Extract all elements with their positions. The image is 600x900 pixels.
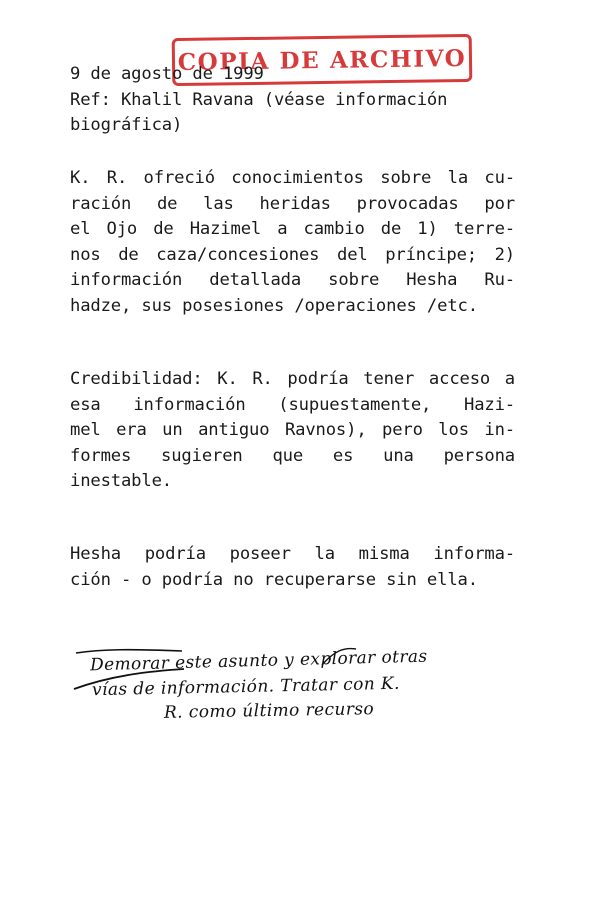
paragraph-line: nos de caza/concesiones del príncipe; 2) (70, 244, 515, 265)
underline-stroke (322, 649, 356, 665)
document-date: 9 de agosto de 1999 (70, 64, 264, 84)
paragraph-line: hadze, sus posesiones /operaciones /etc. (70, 295, 478, 316)
paragraph-line: K. R. ofreció conocimientos sobre la cu- (70, 168, 515, 188)
paragraph-line: formes sugieren que es una persona (70, 445, 515, 466)
paragraph-line: información detallada sobre Hesha Ru- (70, 270, 515, 290)
stamp-text: COPIA DE ARCHIVO (177, 44, 467, 76)
paragraph-line: esa información (supuestamente, Hazi- (70, 394, 515, 415)
paragraph-offer (70, 166, 515, 319)
handwritten-note-line: R. como último recurso (163, 699, 375, 723)
paragraph-credibility (70, 367, 515, 495)
paragraph-line: Hesha podría poseer la misma informa- (70, 544, 515, 564)
paragraph-line: Credibilidad: K. R. podría tener acceso a (70, 369, 515, 389)
underline-stroke (74, 669, 184, 689)
underline-stroke (76, 650, 182, 653)
paragraph-hesha (70, 542, 515, 593)
paragraph-line: ción - o podría no recuperarse sin ella. (70, 569, 478, 590)
document-header (70, 62, 515, 139)
paragraph-line: inestable. (70, 471, 172, 491)
reference-line: Ref: Khalil Ravana (véase información (70, 89, 448, 110)
paragraph-line: el Ojo de Hazimel a cambio de 1) terre- (70, 219, 515, 239)
paragraph-line: mel era un antiguo Ravnos), pero los in- (70, 420, 515, 440)
handwritten-note-line: Demorar este asunto y explorar otras (89, 646, 428, 676)
handwritten-note (72, 645, 532, 735)
paragraph-line: ración de las heridas provocadas por (70, 193, 515, 214)
handwritten-underline-strokes (72, 645, 532, 735)
reference-line-continued: biográfica) (70, 115, 183, 135)
handwritten-note-line: vías de información. Tratar con K. (91, 673, 400, 701)
